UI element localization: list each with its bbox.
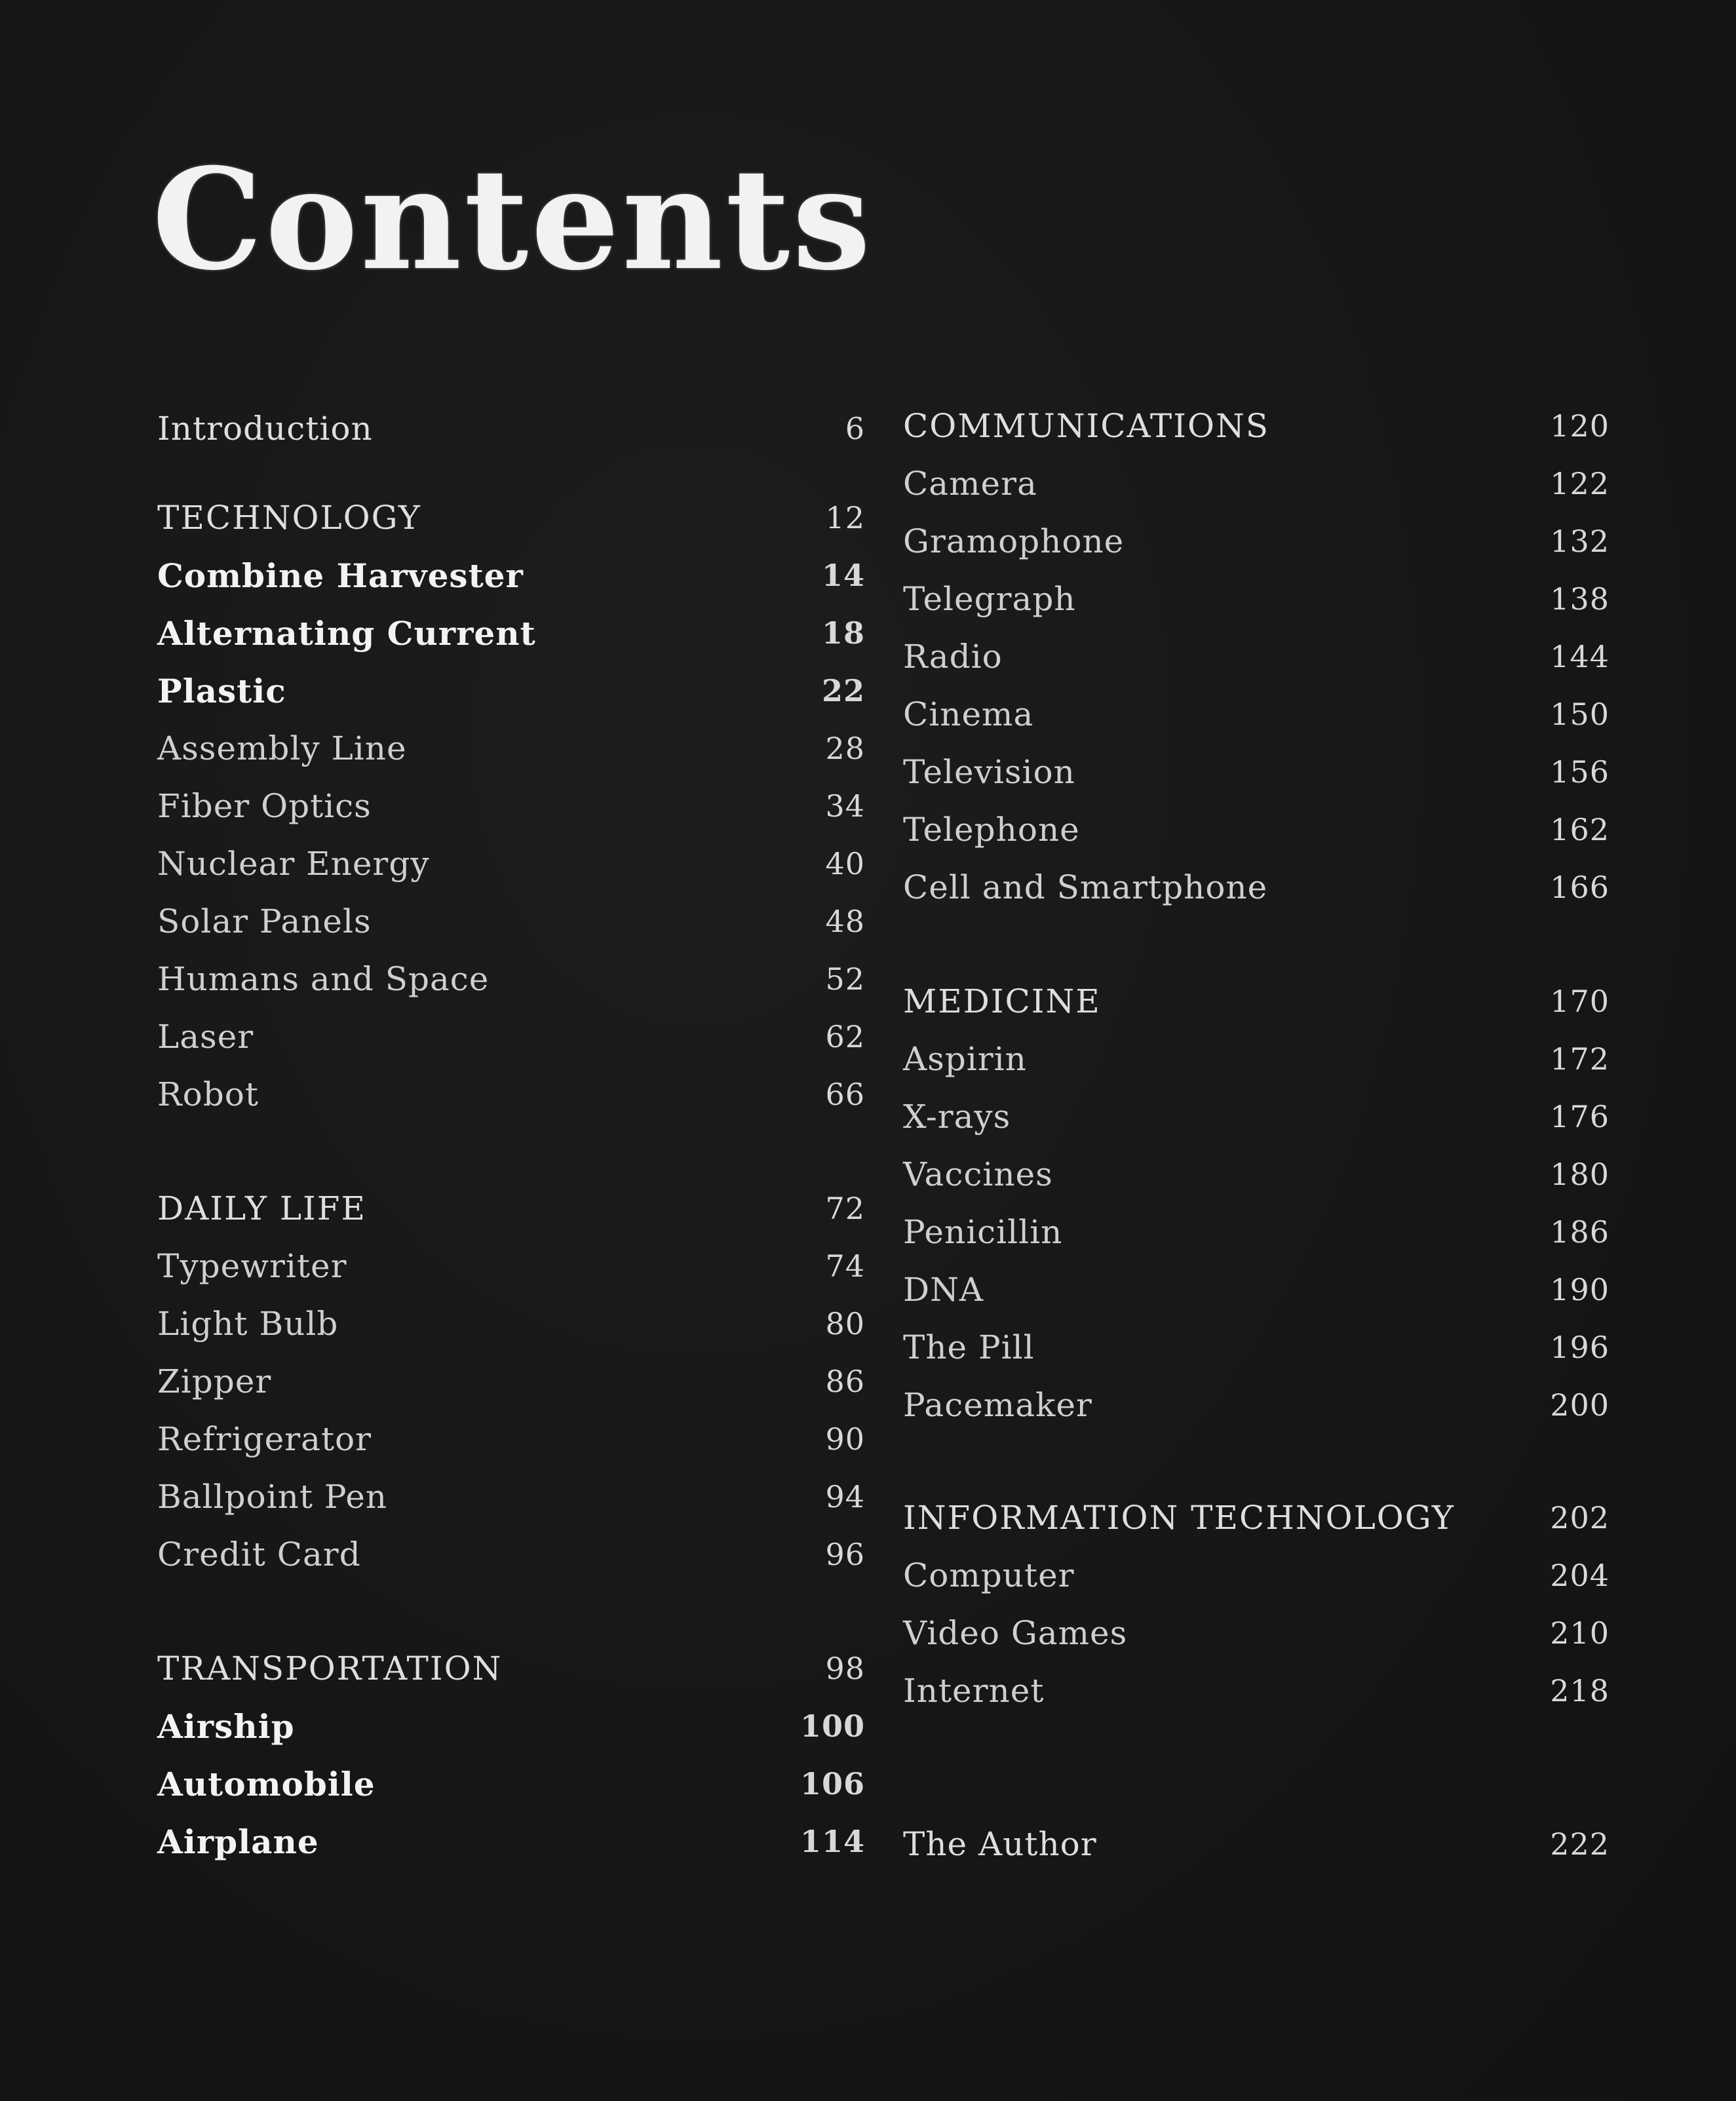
entry-label: Humans and Space — [157, 960, 490, 998]
entry-page: 62 — [825, 1019, 865, 1054]
entry-label: Plastic — [157, 671, 286, 710]
toc-entry[interactable] — [903, 1088, 1610, 1146]
toc-section[interactable] — [903, 1489, 1610, 1547]
entry-page: 22 — [821, 673, 865, 708]
toc-section[interactable] — [157, 1180, 865, 1237]
entry-label: Combine Harvester — [157, 556, 524, 595]
toc-entry[interactable] — [903, 801, 1610, 858]
entry-page: 6 — [845, 411, 865, 446]
entry-page: 90 — [825, 1421, 865, 1457]
toc-entry[interactable] — [157, 1526, 865, 1583]
toc-section[interactable] — [157, 1640, 865, 1697]
entry-label: Television — [903, 753, 1075, 791]
entry-label: Pacemaker — [903, 1386, 1092, 1424]
section-label: INFORMATION TECHNOLOGY — [903, 1499, 1455, 1537]
toc-section[interactable] — [903, 397, 1610, 455]
entry-page: 218 — [1550, 1673, 1610, 1708]
entry-label: Telephone — [903, 811, 1080, 849]
toc-entry[interactable] — [157, 1066, 865, 1123]
toc-entry[interactable] — [157, 893, 865, 950]
entry-label: DNA — [903, 1271, 984, 1309]
entry-page: 96 — [825, 1537, 865, 1572]
entry-label: Credit Card — [157, 1535, 361, 1573]
entry-page: 34 — [825, 788, 865, 824]
toc-entry[interactable] — [903, 1604, 1610, 1662]
entry-label: Cell and Smartphone — [903, 868, 1268, 906]
entry-page: 200 — [1550, 1387, 1610, 1423]
section-page: 98 — [825, 1651, 865, 1686]
entry-page: 166 — [1550, 870, 1610, 905]
section-page: 120 — [1550, 408, 1610, 444]
entry-label: Automobile — [157, 1764, 376, 1803]
entry-page: 86 — [825, 1364, 865, 1399]
section-label: DAILY LIFE — [157, 1189, 366, 1227]
entry-page: 114 — [800, 1824, 865, 1859]
toc-entry[interactable] — [157, 1755, 865, 1813]
entry-page: 138 — [1550, 581, 1610, 617]
entry-label: Cinema — [903, 695, 1034, 733]
toc-entry[interactable] — [157, 400, 865, 457]
section-page: 202 — [1550, 1500, 1610, 1535]
entry-label: Ballpoint Pen — [157, 1478, 388, 1516]
entry-label: X-rays — [903, 1098, 1011, 1136]
entry-page: 186 — [1550, 1214, 1610, 1250]
toc-entry[interactable] — [157, 1410, 865, 1468]
entry-page: 162 — [1550, 812, 1610, 847]
toc-entry[interactable] — [903, 1261, 1610, 1319]
entry-page: 132 — [1550, 524, 1610, 559]
entry-page: 100 — [800, 1708, 865, 1744]
entry-label: The Pill — [903, 1328, 1035, 1366]
toc-entry[interactable] — [903, 1815, 1610, 1873]
section-page: 170 — [1550, 984, 1610, 1019]
entry-label: Video Games — [903, 1614, 1128, 1652]
entry-label: Zipper — [157, 1362, 272, 1400]
entry-page: 204 — [1550, 1558, 1610, 1593]
entry-page: 48 — [825, 904, 865, 939]
entry-label: Alternating Current — [157, 613, 536, 653]
toc-entry[interactable] — [903, 1662, 1610, 1720]
entry-label: Robot — [157, 1075, 259, 1113]
entry-label: Refrigerator — [157, 1420, 372, 1458]
entry-page: 74 — [825, 1248, 865, 1284]
toc-entry[interactable] — [157, 1295, 865, 1353]
page-title: Contents — [152, 138, 874, 301]
entry-label: Solar Panels — [157, 902, 372, 940]
entry-label: Nuclear Energy — [157, 845, 430, 883]
entry-label: Telegraph — [903, 580, 1076, 618]
toc-entry[interactable] — [157, 950, 865, 1008]
entry-page: 222 — [1550, 1826, 1610, 1862]
section-label: TECHNOLOGY — [157, 499, 421, 537]
entry-label: Assembly Line — [157, 729, 407, 767]
entry-label: Introduction — [157, 410, 373, 448]
entry-label: Computer — [903, 1556, 1075, 1594]
toc-entry[interactable] — [903, 858, 1610, 916]
entry-page: 66 — [825, 1077, 865, 1112]
toc-entry[interactable] — [157, 604, 865, 662]
entry-label: Light Bulb — [157, 1305, 339, 1343]
toc-entry[interactable] — [157, 1353, 865, 1410]
toc-entry[interactable] — [157, 777, 865, 835]
toc-entry[interactable] — [157, 1237, 865, 1295]
toc-entry[interactable] — [157, 1697, 865, 1755]
entry-label: Internet — [903, 1672, 1045, 1710]
entry-label: Laser — [157, 1018, 254, 1056]
entry-page: 14 — [821, 558, 865, 593]
section-label: TRANSPORTATION — [157, 1649, 503, 1687]
section-label: COMMUNICATIONS — [903, 407, 1270, 445]
entry-page: 156 — [1550, 754, 1610, 790]
toc-section[interactable] — [903, 973, 1610, 1030]
toc-entry[interactable] — [157, 662, 865, 720]
entry-label: Vaccines — [903, 1155, 1053, 1193]
toc-entry[interactable] — [903, 570, 1610, 628]
toc-entry[interactable] — [903, 1547, 1610, 1604]
entry-label: Airplane — [157, 1822, 319, 1861]
entry-page: 52 — [825, 961, 865, 997]
entry-label: Gramophone — [903, 522, 1125, 560]
toc-entry[interactable] — [157, 835, 865, 893]
toc-entry[interactable] — [903, 743, 1610, 801]
toc-entry[interactable] — [903, 685, 1610, 743]
entry-label: Aspirin — [903, 1040, 1027, 1078]
entry-page: 40 — [825, 846, 865, 881]
entry-page: 144 — [1550, 639, 1610, 674]
toc-entry[interactable] — [903, 512, 1610, 570]
entry-page: 196 — [1550, 1330, 1610, 1365]
entry-label: Camera — [903, 465, 1037, 503]
entry-page: 18 — [821, 615, 865, 651]
toc-entry[interactable] — [903, 1030, 1610, 1088]
section-page: 72 — [825, 1191, 865, 1226]
toc-entry[interactable] — [903, 1203, 1610, 1261]
entry-page: 150 — [1550, 697, 1610, 732]
toc-section[interactable] — [157, 489, 865, 547]
section-page: 12 — [825, 500, 865, 535]
toc-entry[interactable] — [903, 1376, 1610, 1434]
entry-page: 80 — [825, 1306, 865, 1341]
entry-page: 122 — [1550, 466, 1610, 501]
toc-entry[interactable] — [157, 1008, 865, 1066]
entry-page: 180 — [1550, 1157, 1610, 1192]
entry-page: 94 — [825, 1479, 865, 1514]
entry-page: 210 — [1550, 1615, 1610, 1651]
toc-entry[interactable] — [157, 547, 865, 604]
entry-label: Penicillin — [903, 1213, 1063, 1251]
toc-entry[interactable] — [903, 1146, 1610, 1203]
entry-page: 172 — [1550, 1041, 1610, 1077]
entry-page: 28 — [825, 731, 865, 766]
entry-label: Fiber Optics — [157, 787, 372, 825]
entry-label: Airship — [157, 1706, 295, 1746]
entry-page: 106 — [800, 1766, 865, 1802]
section-label: MEDICINE — [903, 982, 1101, 1020]
entry-label: Radio — [903, 638, 1003, 676]
toc-entry[interactable] — [157, 720, 865, 777]
toc-entry[interactable] — [903, 1319, 1610, 1376]
toc-entry[interactable] — [903, 455, 1610, 512]
toc-entry[interactable] — [157, 1468, 865, 1526]
entry-label: The Author — [903, 1825, 1097, 1863]
entry-label: Typewriter — [157, 1247, 347, 1285]
toc-entry[interactable] — [903, 628, 1610, 685]
entry-page: 176 — [1550, 1099, 1610, 1134]
toc-entry[interactable] — [157, 1813, 865, 1870]
entry-page: 190 — [1550, 1272, 1610, 1307]
